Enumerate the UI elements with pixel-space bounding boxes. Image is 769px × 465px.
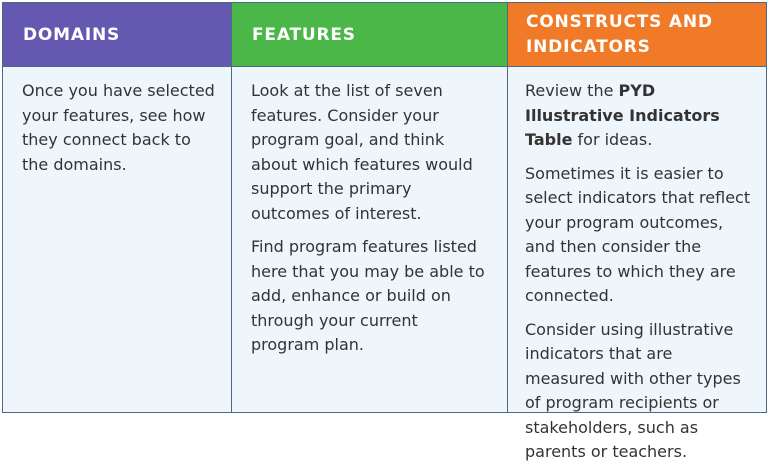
features-paragraph-1: Look at the list of seven features. Consider your program goal, and think about which features would support the primary outcomes of interest. xyxy=(251,81,473,223)
features-body xyxy=(232,67,507,358)
review-text: Review the xyxy=(525,81,619,100)
constructs-paragraph-3: Consider using illustrative indicators that are measured with other types of program recipients or stakeholders, such as parents or teachers. xyxy=(525,319,741,461)
features-paragraph-2: Find program features listed here that you may be able to add, enhance or build on through your current program plan. xyxy=(251,237,485,354)
constructs-indicators-header xyxy=(508,3,766,67)
constructs-indicators-body xyxy=(508,67,766,465)
domains-column xyxy=(3,3,232,412)
guidance-table xyxy=(2,2,767,461)
features-header: FEATURES xyxy=(232,3,507,67)
for-ideas-text: for ideas. xyxy=(572,130,653,149)
constructs-paragraph-1 xyxy=(525,79,754,153)
constructs-indicators-column xyxy=(508,3,766,461)
header-line-1: CONSTRUCTS AND xyxy=(526,11,713,32)
domains-header: DOMAINS xyxy=(3,3,231,67)
domains-body xyxy=(3,67,231,177)
constructs-paragraph-2: Sometimes it is easier to select indicators that reflect your program outcomes, and then consider the features to which they are connected. xyxy=(525,163,751,305)
header-line-2: INDICATORS xyxy=(526,36,651,57)
domains-paragraph: Once you have selected your features, see how they connect back to the domains. xyxy=(22,81,215,174)
indicators-table-reference: PYD Illustrative Indicators Table xyxy=(525,81,720,149)
features-column xyxy=(232,3,508,412)
